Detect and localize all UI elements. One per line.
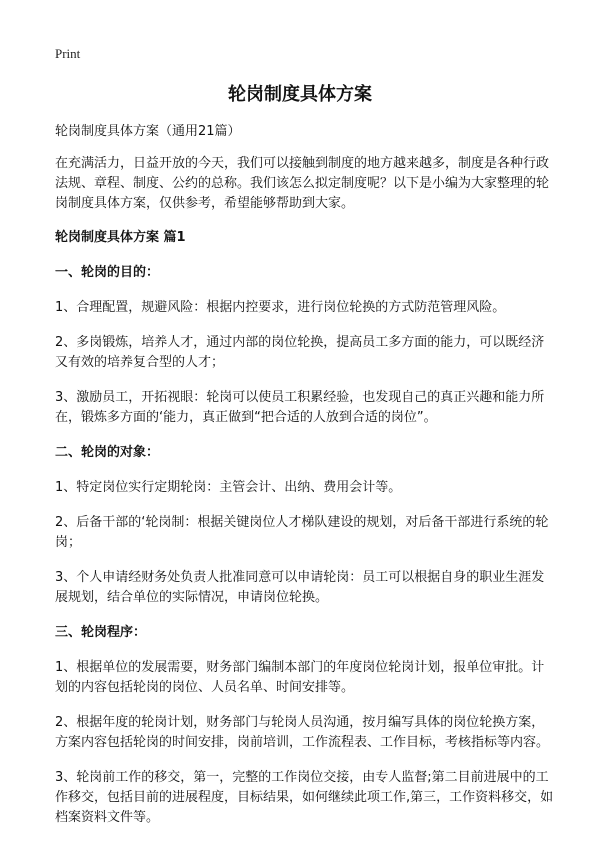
- list-item: 2、根据年度的轮岗计划，财务部门与轮岗人员沟通，按月编写具体的岗位轮换方案，方案内容包括轮岗的时间安排，岗前培训，工作流程表、工作目标，考核指标等内容。: [55, 715, 550, 750]
- section-heading-purpose: 一、轮岗的目的：: [55, 265, 160, 280]
- list-item: 2、后备干部的‘轮岗制：根据关键岗位人才梯队建设的规划，对后备干部进行系统的轮岗；: [55, 515, 549, 550]
- list-item: 3、轮岗前工作的移交，第一，完整的工作岗位交接，由专人监督;第二目前进展中的工作移交，包括目前的进展程度，目标结果，如何继续此项工作,第三，工作资料移交，如档案资料文件等。: [55, 770, 554, 825]
- list-item: 1、合理配置，规避风险：根据内控要求，进行岗位轮换的方式防范管理风险。: [55, 300, 506, 315]
- list-item: 3、个人申请经财务处负责人批准同意可以申请轮岗：员工可以根据自身的职业生涯发展规划，结合单位的实际情况，申请岗位轮换。: [55, 570, 545, 605]
- page-title: 轮岗制度具体方案: [228, 84, 372, 105]
- list-item: 1、特定岗位实行定期轮岗：主管会计、出纳、费用会计等。: [55, 480, 402, 495]
- part-heading: 轮岗制度具体方案 篇1: [55, 230, 186, 245]
- document-subtitle: 轮岗制度具体方案（通用21篇）: [55, 124, 241, 139]
- list-item: 1、根据单位的发展需要，财务部门编制本部门的年度岗位轮岗计划，报单位审批。计划的内容包括轮岗的岗位、人员名单、时间安排等。: [55, 660, 545, 695]
- intro-paragraph: 在充满活力，日益开放的今天，我们可以接触到制度的地方越来越多，制度是各种行政法规、章程、制度、公约的总称。我们该怎么拟定制度呢？以下是小编为大家整理的轮岗制度具体方案，仅供参考，希望能够帮助到大家。: [55, 156, 550, 211]
- section-heading-targets: 二、轮岗的对象：: [55, 445, 160, 460]
- list-item: 2、多岗锻炼，培养人才，通过内部的岗位轮换，提高员工多方面的能力，可以既经济又有效的培养复合型的人才；: [55, 335, 545, 370]
- print-link[interactable]: Print: [55, 46, 81, 61]
- list-item: 3、激励员工，开拓视眼：轮岗可以使员工积累经验，也发现自己的真正兴趣和能力所在，锻炼多方面的‘能力，真正做到“把合适的人放到合适的岗位”。: [55, 390, 545, 425]
- document-body: [55, 122, 555, 843]
- section-heading-procedure: 三、轮岗程序：: [55, 625, 147, 640]
